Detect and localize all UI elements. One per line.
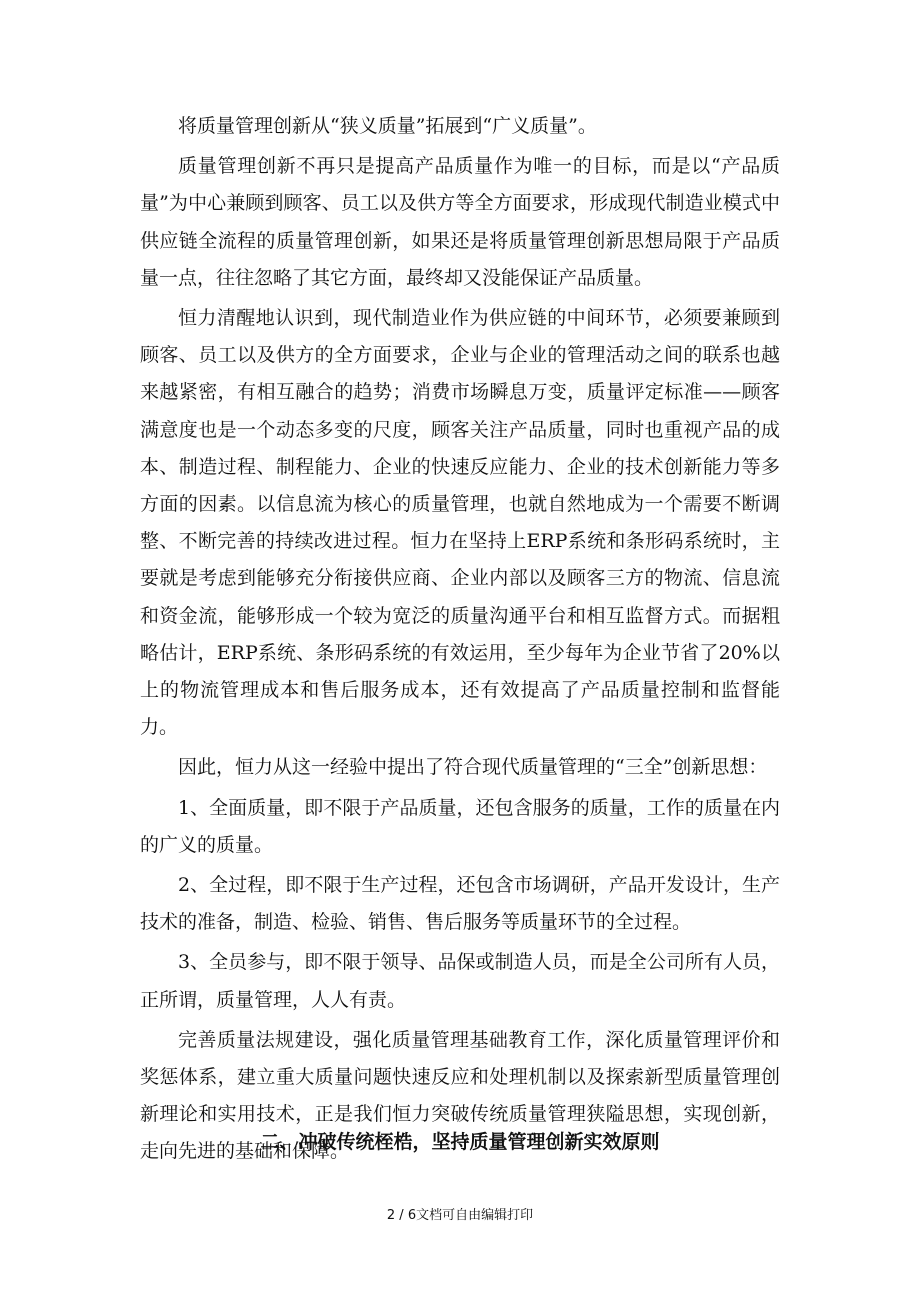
list-item: 3、全员参与，即不限于领导、品保或制造人员，而是全公司所有人员，正所谓，质量管理，人人有责。: [140, 951, 780, 1011]
body-text: [140, 108, 780, 1174]
section-heading: 二、冲破传统桎梏，坚持质量管理创新实效原则: [260, 1131, 660, 1153]
paragraph: 完善质量法规建设，强化质量管理基础教育工作，深化质量管理评价和奖惩体系，建立重大质量问题快速反应和处理机制以及探索新型质量管理创新理论和实用技术，正是我们恒力突破传统质量管理狭隘思想，实现创新，走向先进的基础和保障。: [140, 1028, 780, 1163]
paragraph: 将质量管理创新从“狭义质量”拓展到“广义质量”。: [178, 115, 597, 137]
paragraph: 质量管理创新不再只是提高产品质量作为唯一的目标，而是以“产品质量”为中心兼顾到顾客、员工以及供方等全方面要求，形成现代制造业模式中供应链全流程的质量管理创新，如果还是将质量管理创新思想局限于产品质量一点，往往忽略了其它方面，最终却又没能保证产品质量。: [140, 155, 780, 289]
paragraph: 因此，恒力从这一经验中提出了符合现代质量管理的“三全”创新思想：: [178, 756, 768, 779]
page-footer: 2 / 6文档可自由编辑打印: [386, 1208, 534, 1223]
list-item: 1、全面质量，即不限于产品质量，还包含服务的质量，工作的质量在内的广义的质量。: [140, 796, 780, 856]
paragraph: 恒力清醒地认识到，现代制造业作为供应链的中间环节，必须要兼顾到顾客、员工以及供方的全方面要求，企业与企业的管理活动之间的联系也越来越紧密，有相互融合的趋势；消费市场瞬息万变，质量评定标准——顾客满意度也是一个动态多变的尺度，顾客关注产品质量，同时也重视产品的成本、制造过程、制程能力、企业的快速反应能力、企业的技术创新能力等多方面的因素。以信息流为核心的质量管理，也就自然地成为一个需要不断调整、不断完善的持续改进过程。恒力在坚持上ERP系统和条形码系统时，主要就是考虑到能够充分衔接供应商、企业内部以及顾客三方的物流、信息流和资金流，能够形成一个较为宽泛的质量沟通平台和相互监督方式。而据粗略估计，ERP系统、条形码系统的有效运用，至少每年为企业节省了20%以上的物流管理成本和售后服务成本，还有效提高了产品质量控制和监督能力。: [140, 307, 780, 739]
list-item: 2、全过程，即不限于生产过程，还包含市场调研，产品开发设计，生产技术的准备，制造、检验、销售、售后服务等质量环节的全过程。: [140, 874, 780, 934]
